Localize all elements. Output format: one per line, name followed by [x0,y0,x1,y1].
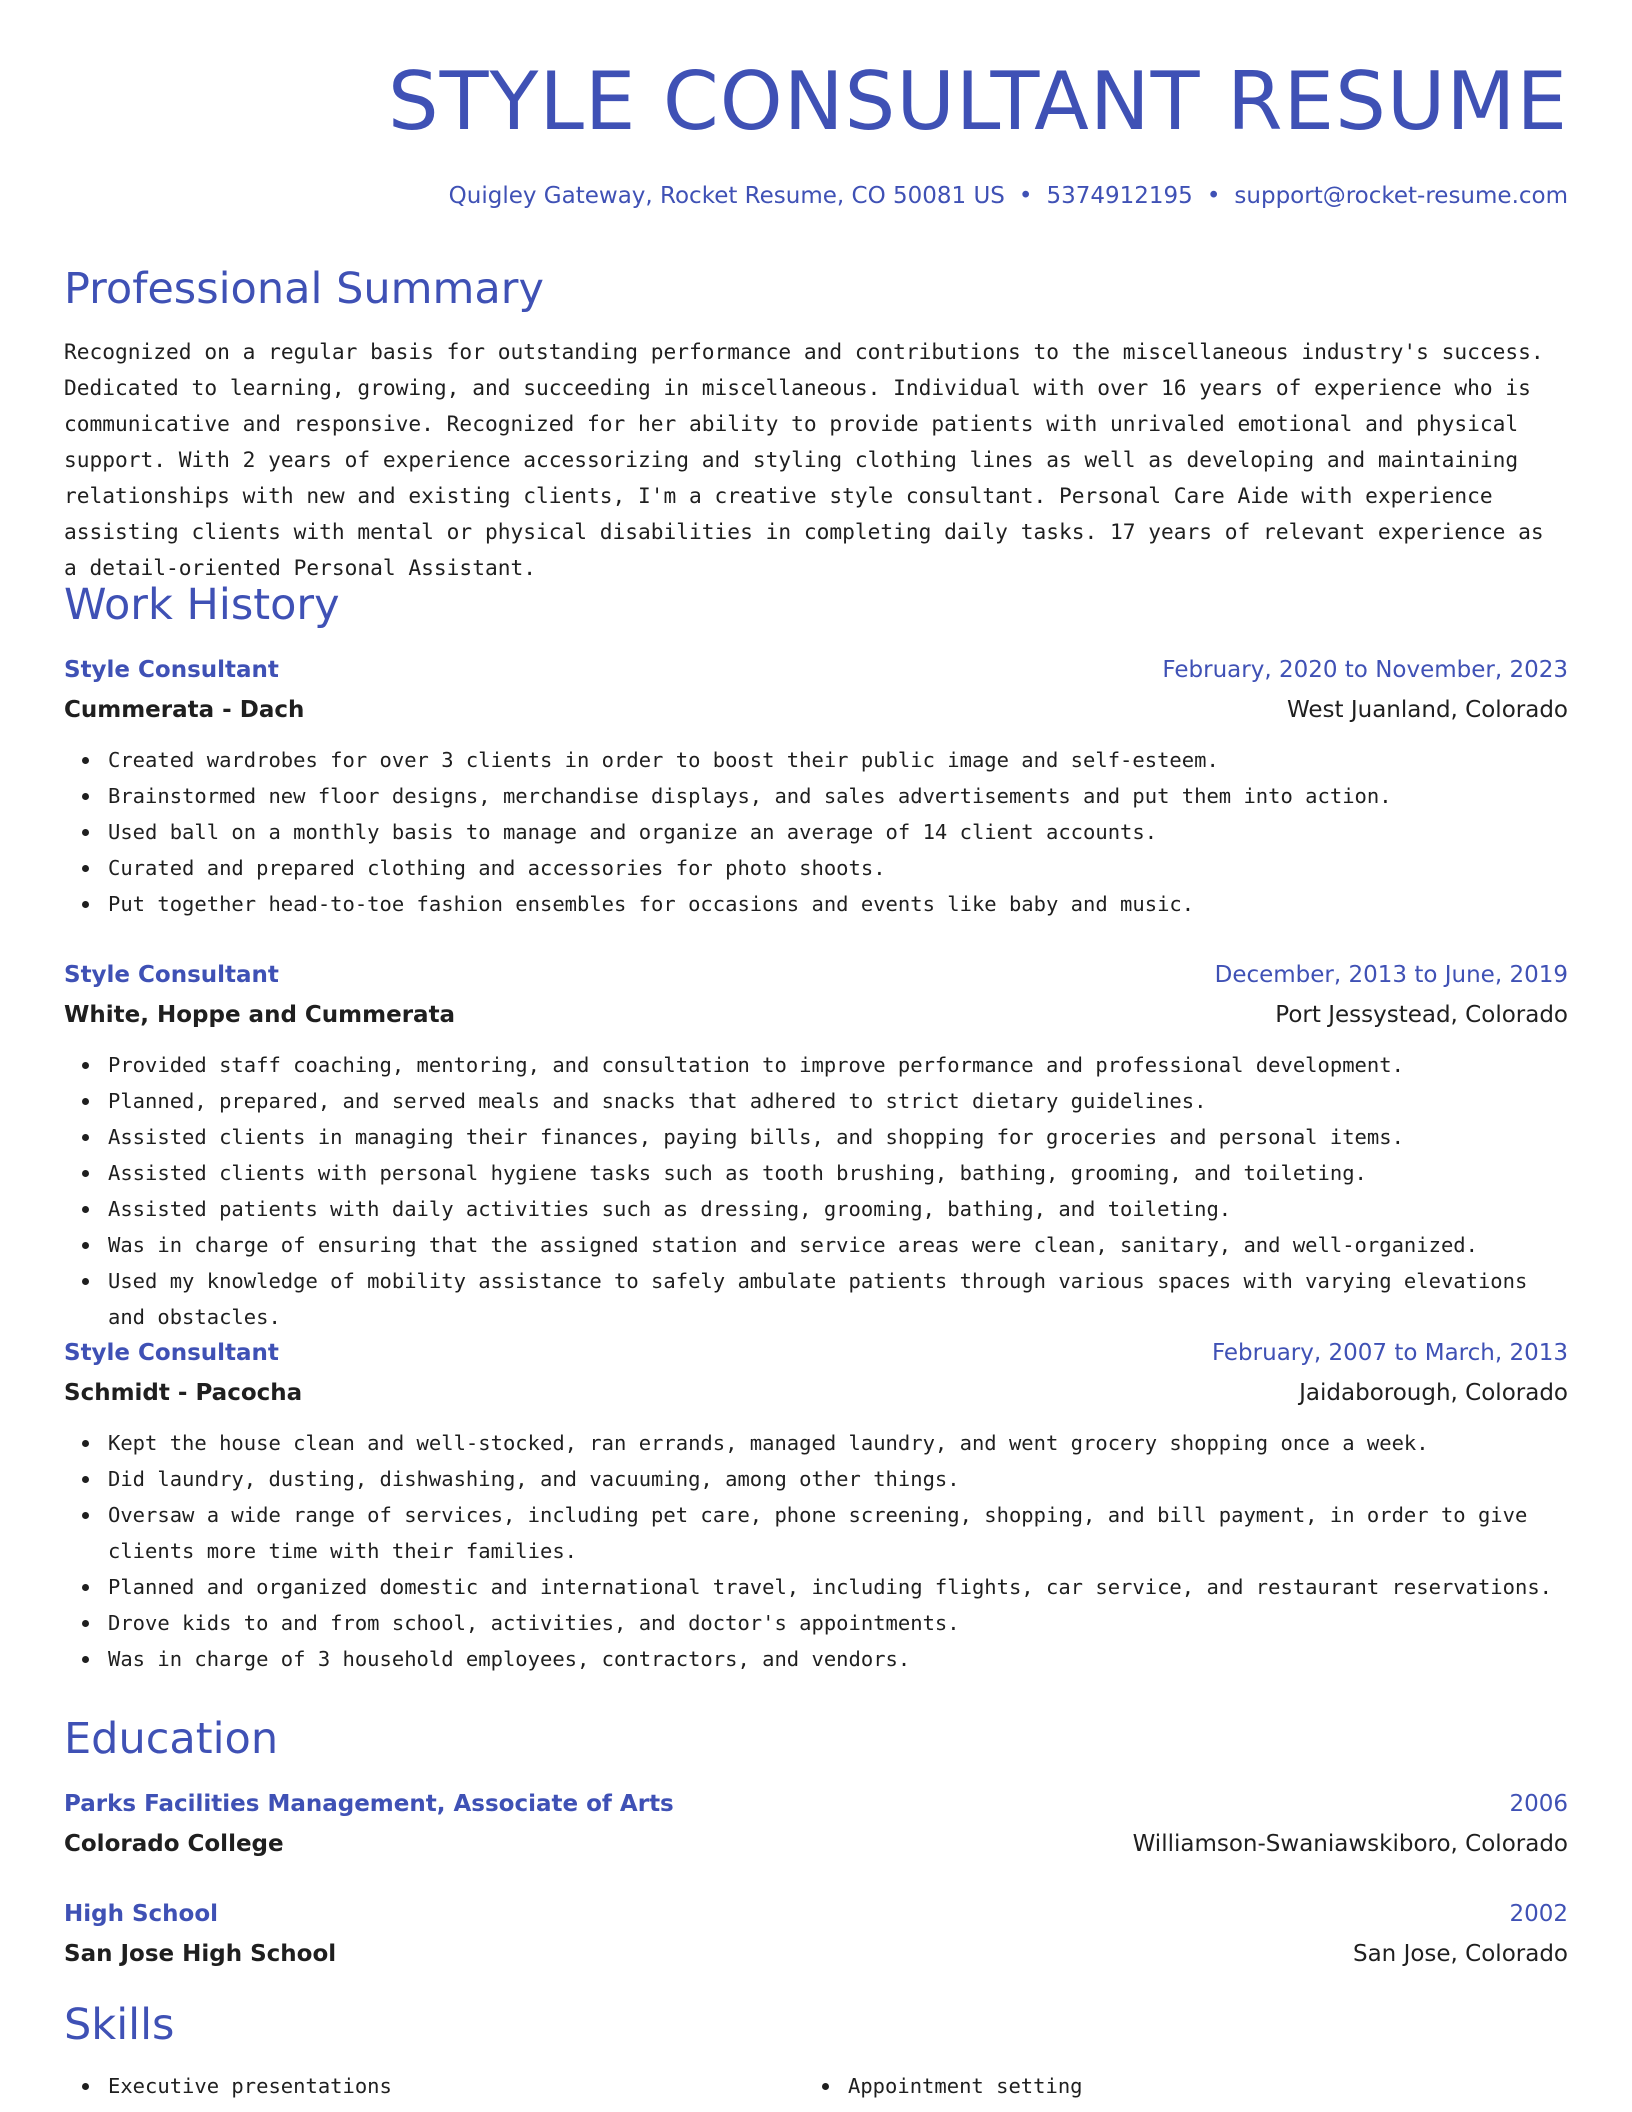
section-heading-skills: Skills [64,2000,175,2050]
education-school: San Jose High School [64,1941,337,1967]
list-item: Used my knowledge of mobility assistance to safely ambulate patients through various spaces with varying elevations and obstacles. [64,1263,1568,1335]
job-entry [64,955,1568,1335]
section-heading-summary: Professional Summary [64,264,544,314]
skills-list [64,2068,1568,2108]
job-dates: December, 2013 to June, 2019 [1214,962,1568,988]
summary-text: Recognized on a regular basis for outstanding performance and contributions to the miscellaneous industry's success. Dedicated to learning, growing, and succeeding in miscellaneous. Individual with over 16 years of experience who is communicative and responsive. Recognized for her ability to provide patients with unrivaled emotional and physical support. With 2 years of experience accessorizing and styling clothing lines as well as developing and maintaining relationships with new and existing clients, I'm a creative style consultant. Personal Care Aide with experience assisting clients with mental or physical disabilities in completing daily tasks. 17 years of relevant experience as a detail-oriented Personal Assistant. [64,339,1544,580]
job-title: Style Consultant [64,962,279,988]
education-degree: Parks Facilities Management, Associate of Arts [64,1791,674,1817]
list-item: Was in charge of 3 household employees, contractors, and vendors. [64,1641,1568,1677]
education-entry [64,1894,1568,1974]
list-item: Brainstormed new floor designs, merchandise displays, and sales advertisements and put them into action. [64,778,1568,814]
job-company: Cummerata - Dach [64,697,305,723]
job-dates: February, 2007 to March, 2013 [1211,1340,1568,1366]
education-location: Williamson-Swaniawskiboro, Colorado [1132,1831,1568,1857]
resume-title: STYLE CONSULTANT RESUME [387,55,1568,148]
contact-line [449,180,1568,212]
job-location: Port Jessystead, Colorado [1275,1002,1568,1028]
skills-column-left [64,2068,392,2104]
list-item: Assisted clients with personal hygiene tasks such as tooth brushing, bathing, grooming, and toileting. [64,1155,1568,1191]
education-year: 2002 [1509,1901,1568,1927]
education-year: 2006 [1509,1791,1568,1817]
job-entry [64,1333,1568,1677]
resume-page [64,0,1568,2112]
skill-item: Appointment setting [804,2068,1083,2104]
list-item: Curated and prepared clothing and accessories for photo shoots. [64,850,1568,886]
skill-item: Executive presentations [64,2068,392,2104]
list-item: Kept the house clean and well-stocked, ran errands, managed laundry, and went grocery shopping once a week. [64,1425,1568,1461]
list-item: Put together head-to-toe fashion ensembles for occasions and events like baby and music. [64,886,1568,922]
list-item: Assisted clients in managing their finances, paying bills, and shopping for groceries and personal items. [64,1119,1568,1155]
education-entry [64,1784,1568,1864]
job-bullets [64,1425,1568,1677]
contact-separator: • [1206,183,1221,209]
list-item: Oversaw a wide range of services, including pet care, phone screening, shopping, and bill payment, in order to give clients more time with their families. [64,1497,1568,1569]
list-item: Assisted patients with daily activities such as dressing, grooming, bathing, and toileting. [64,1191,1568,1227]
job-title: Style Consultant [64,1340,279,1366]
list-item: Used ball on a monthly basis to manage and organize an average of 14 client accounts. [64,814,1568,850]
education-school: Colorado College [64,1831,284,1857]
list-item: Drove kids to and from school, activities, and doctor's appointments. [64,1605,1568,1641]
contact-address: Quigley Gateway, Rocket Resume, CO 50081 US [448,183,1005,209]
contact-phone: 5374912195 [1046,183,1193,209]
job-title: Style Consultant [64,657,279,683]
section-heading-education: Education [64,1714,279,1764]
contact-separator: • [1018,183,1033,209]
job-company: Schmidt - Pacocha [64,1380,303,1406]
list-item: Provided staff coaching, mentoring, and consultation to improve performance and professional development. [64,1047,1568,1083]
list-item: Planned, prepared, and served meals and snacks that adhered to strict dietary guidelines. [64,1083,1568,1119]
job-company: White, Hoppe and Cummerata [64,1002,456,1028]
list-item: Did laundry, dusting, dishwashing, and vacuuming, among other things. [64,1461,1568,1497]
section-heading-work-history: Work History [64,580,340,630]
job-dates: February, 2020 to November, 2023 [1162,657,1568,683]
job-entry [64,650,1568,922]
list-item: Was in charge of ensuring that the assigned station and service areas were clean, sanitary, and well-organized. [64,1227,1568,1263]
education-degree: High School [64,1901,219,1927]
list-item: Planned and organized domestic and international travel, including flights, car service, and restaurant reservations. [64,1569,1568,1605]
job-location: West Juanland, Colorado [1287,697,1568,723]
list-item: Created wardrobes for over 3 clients in order to boost their public image and self-esteem. [64,742,1568,778]
education-location: San Jose, Colorado [1352,1941,1568,1967]
job-location: Jaidaborough, Colorado [1299,1380,1568,1406]
job-bullets [64,742,1568,922]
contact-email: support@rocket-resume.com [1234,183,1568,209]
job-bullets [64,1047,1568,1335]
skills-column-right [804,2068,1083,2104]
